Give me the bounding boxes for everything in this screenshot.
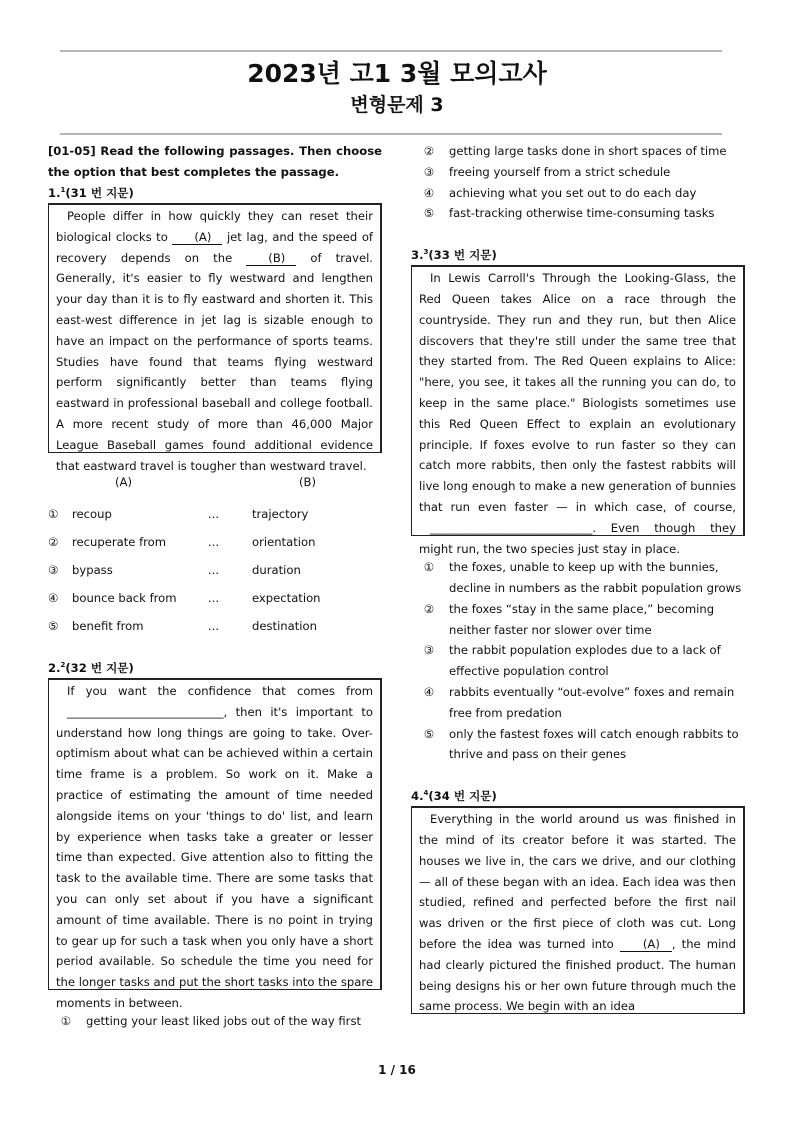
top-rule [60,50,722,52]
question-4-passage: Everything in the world around us was finished in the mind of its creator before it was started. The houses we live in, the cars we drive, and our clothing — all of these began with an idea. Each idea was then studied, refined and perfected before the first nail was driven or the first piece of cloth was cut. Long before the idea was turned into (A) , the mind had clearly pictured the finished product. The human being designs his or her own future through much the same process. We begin with an idea [411,806,745,1014]
question-2-number: 2. [48,661,61,675]
option-row[interactable]: ④ bounce back from ... expectation [48,591,321,605]
question-4-number: 4. [411,789,424,804]
instructions: [01-05] Read the following passages. Then choose the option that best completes the passage. [48,144,382,179]
question-1-options [48,500,382,640]
column-a-header: (A) [115,475,132,489]
option-row[interactable]: ② recuperate from ... orientation [48,535,316,549]
question-1-header [48,183,382,203]
question-1-passage: People differ in how quickly they can reset their biological clocks to (A) jet lag, and the speed of recovery depends on the (B) of travel. Generally, it's easier to fly westward and lengthen your day than it is to fly eastward and shorten it. This east-west difference in jet lag is sizable enough to have an impact on the performance of sports teams. Studies have found that teams flying westward perform significantly better than teams flying eastward in professional baseball and college football. A more recent study of more than 46,000 Major League Baseball games found additional evidence that eastward travel is tougher than westward travel. [48,203,382,453]
answer-column-headers [48,472,382,500]
option-1[interactable]: ① getting your least liked jobs out of the way first [60,1014,362,1028]
page-subtitle: 변형문제 3 [350,94,444,116]
question-2-source: (32 번 지문) [65,661,134,675]
question-2-header [48,658,382,678]
title-bottom-rule [60,133,722,135]
question-3-number: 3. [411,248,424,263]
question-2-passage: If you want the confidence that comes from ___________________________, then it's important to understand how long things are going to take. Over-optimism about what can be achieved within a certain time frame is a problem. So work on it. Make a practice of estimating the amount of time needed alongside items on your 'things to do' list, and learn by experience when tasks take a greater or lesser time than expected. Give attention also to fitting the task to the available time. There are some tasks that you can only set about if you have a significant amount of time available. There is no point in trying to gear up for such a task when you only have a short period available. So schedule the time you need for the longer tasks and put the short tasks into the spare moments in between. [48,678,382,990]
page-title: 2023년 고1 3월 모의고사 [247,59,547,88]
blank-answer: ____________________________ [430,520,593,535]
blank-a: (A) [620,937,672,952]
option-4[interactable]: ④ achieving what you set out to do each day [423,185,697,200]
right-column [411,141,745,1014]
question-1-footnote-ref: 1 [60,186,66,195]
option-2[interactable]: ② the foxes “stay in the same place,” becoming neither faster nor slower over time [423,601,715,637]
question-3-footnote-ref: 3 [423,248,429,257]
option-2[interactable]: ② getting large tasks done in short spaces of time [423,144,727,158]
question-2-footnote-ref: 2 [60,661,66,670]
question-4-header [411,786,745,806]
option-3[interactable]: ③ the rabbit population explodes due to a lack of effective population control [423,643,721,679]
option-5[interactable]: ⑤ fast-tracking otherwise time-consuming tasks [423,206,715,221]
blank-answer: ___________________________ [67,704,224,719]
question-3-header [411,245,745,265]
question-3-passage: In Lewis Carroll's Through the Looking-Glass, the Red Queen takes Alice on a race through the countryside. They run and they run, but then Alice discovers that they're still under the same tree that they started from. The Red Queen explains to Alice: "here, you see, it takes all the running you can do, to keep in the same place." Biologists sometimes use this Red Queen Effect to explain an evolutionary principle. If foxes evolve to run faster so they can catch more rabbits, then only the fastest rabbits will live long enough to make a new generation of bunnies that run even faster — in which case, of course, ____________________________. Even though they might run, the two species just stay in place. [411,265,745,536]
question-4-footnote-ref: 4 [423,789,429,798]
question-1-source: (31 번 지문) [65,186,134,200]
column-b-header: (B) [299,475,317,489]
option-4[interactable]: ④ rabbits eventually “out-evolve” foxes and remain free from predation [423,684,735,720]
question-3-source: (33 번 지문) [428,248,497,263]
question-3-options [411,557,745,765]
page-number: 1 / 16 [378,1063,416,1077]
question-1-number: 1. [48,186,61,200]
option-5[interactable]: ⑤ only the fastest foxes will catch enough rabbits to thrive and pass on their genes [423,726,739,762]
option-row[interactable]: ① recoup ... trajectory [48,507,309,521]
option-row[interactable]: ⑤ benefit from ... destination [48,619,317,633]
blank-b: (B) [246,251,296,266]
option-row[interactable]: ③ bypass ... duration [48,563,301,577]
left-column [48,141,382,1032]
question-4-source: (34 번 지문) [428,789,497,804]
blank-a: (A) [172,230,222,245]
option-3[interactable]: ③ freeing yourself from a strict schedule [423,164,671,179]
option-1[interactable]: ① the foxes, unable to keep up with the bunnies, decline in numbers as the rabbit population grows [423,560,742,595]
question-2-options-continued [411,141,745,224]
